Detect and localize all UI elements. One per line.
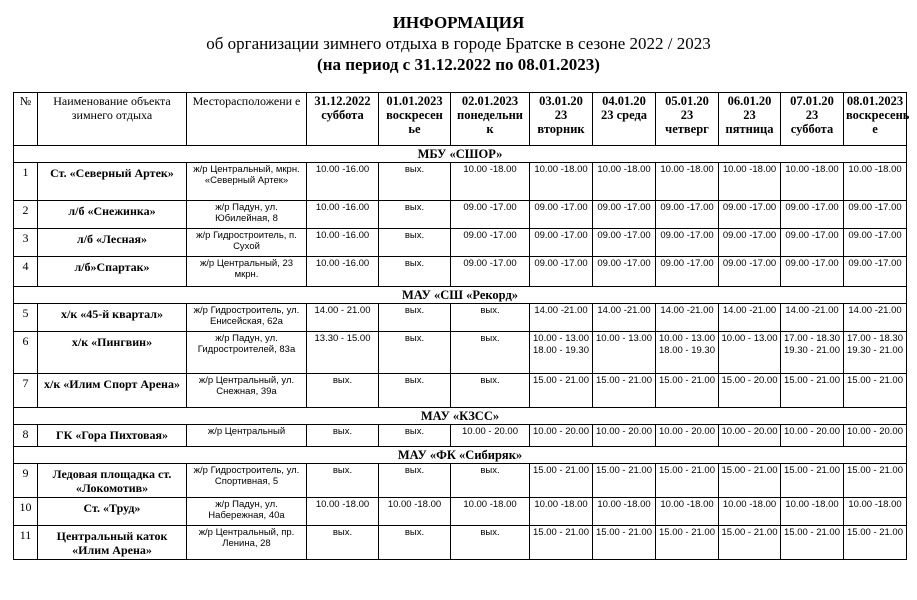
schedule-cell: 10.00 -18.00	[844, 498, 907, 526]
facility-location: ж/р Гидростроитель, ул. Енисейская, 62а	[187, 304, 307, 332]
column-header: 31.12.2022 суббота	[307, 93, 379, 146]
schedule-cell: 15.00 - 21.00	[530, 374, 593, 408]
group-name: МБУ «СШОР»	[14, 146, 907, 163]
column-header: 03.01.20 23 вторник	[530, 93, 593, 146]
schedule-cell: 09.00 -17.00	[593, 257, 656, 287]
schedule-cell: 10.00 -18.00	[719, 163, 781, 201]
table-row	[14, 201, 907, 229]
facility-location: ж/р Падун, ул. Набережная, 40а	[187, 498, 307, 526]
schedule-cell: 09.00 -17.00	[530, 257, 593, 287]
schedule-cell: 10.00 -18.00	[530, 163, 593, 201]
facility-name: ГК «Гора Пихтовая»	[38, 425, 187, 447]
column-header: 05.01.20 23 четверг	[656, 93, 719, 146]
facility-name: х/к «Илим Спорт Арена»	[38, 374, 187, 408]
table-row	[14, 498, 907, 526]
schedule-cell: вых.	[307, 526, 379, 560]
column-header: 01.01.2023 воскресен ье	[379, 93, 451, 146]
column-header: 04.01.20 23 среда	[593, 93, 656, 146]
schedule-cell: 09.00 -17.00	[593, 229, 656, 257]
schedule-cell: 10.00 -18.00	[530, 498, 593, 526]
facility-name: л/б «Снежинка»	[38, 201, 187, 229]
schedule-cell: 15.00 - 21.00	[781, 526, 844, 560]
schedule-cell: 15.00 - 21.00	[593, 526, 656, 560]
schedule-cell: вых.	[379, 374, 451, 408]
schedule-cell: 10.00 -16.00	[307, 257, 379, 287]
facility-name: Ст. «Труд»	[38, 498, 187, 526]
schedule-cell: 15.00 - 21.00	[844, 374, 907, 408]
facility-name: Ст. «Северный Артек»	[38, 163, 187, 201]
schedule-cell: 15.00 - 20.00	[719, 374, 781, 408]
schedule-cell: вых.	[379, 332, 451, 374]
column-header: 06.01.20 23 пятница	[719, 93, 781, 146]
column-header: Месторасположени е	[187, 93, 307, 146]
column-header: №	[14, 93, 38, 146]
group-name: МАУ «КЗСС»	[14, 408, 907, 425]
document-subtitle: об организации зимнего отдыха в городе Братске в сезоне 2022 / 2023	[206, 34, 711, 53]
schedule-cell: 09.00 -17.00	[530, 229, 593, 257]
schedule-cell: 17.00 - 18.30 19.30 - 21.00	[781, 332, 844, 374]
facility-location: ж/р Гидростроитель, ул. Спортивная, 5	[187, 464, 307, 498]
schedule-cell: 09.00 -17.00	[781, 201, 844, 229]
table-row	[14, 464, 907, 498]
schedule-cell: 09.00 -17.00	[719, 229, 781, 257]
schedule-cell: вых.	[307, 374, 379, 408]
schedule-cell: вых.	[379, 304, 451, 332]
schedule-cell: вых.	[379, 526, 451, 560]
row-number: 7	[14, 374, 38, 408]
table-row	[14, 229, 907, 257]
schedule-cell: 14.00 -21.00	[656, 304, 719, 332]
schedule-cell: 10.00 -18.00	[844, 163, 907, 201]
facility-location: ж/р Центральный, ул. Снежная, 39а	[187, 374, 307, 408]
schedule-cell: 09.00 -17.00	[781, 229, 844, 257]
table-row	[14, 526, 907, 560]
schedule-cell: вых.	[379, 257, 451, 287]
schedule-cell: вых.	[379, 201, 451, 229]
row-number: 5	[14, 304, 38, 332]
group-header-row	[14, 447, 907, 464]
schedule-cell: 10.00 - 13.00 18.00 - 19.30	[530, 332, 593, 374]
column-header: 08.01.2023 воскресень е	[844, 93, 907, 146]
schedule-cell: 10.00 -16.00	[307, 201, 379, 229]
schedule-table	[13, 92, 910, 560]
row-number: 8	[14, 425, 38, 447]
facility-location: ж/р Центральный, 23 мкрн.	[187, 257, 307, 287]
schedule-cell: вых.	[451, 374, 530, 408]
schedule-cell: 15.00 - 21.00	[781, 464, 844, 498]
group-header-row	[14, 408, 907, 425]
schedule-cell: 10.00 -18.00	[656, 163, 719, 201]
facility-name: л/б»Спартак»	[38, 257, 187, 287]
header-row	[14, 93, 907, 146]
schedule-cell: 10.00 -18.00	[781, 498, 844, 526]
group-name: МАУ «СШ «Рекорд»	[14, 287, 907, 304]
schedule-cell: 15.00 - 21.00	[593, 374, 656, 408]
schedule-cell: 09.00 -17.00	[451, 257, 530, 287]
schedule-cell: 15.00 - 21.00	[656, 374, 719, 408]
schedule-cell: 15.00 - 21.00	[844, 464, 907, 498]
schedule-cell: 14.00 -21.00	[719, 304, 781, 332]
table-row	[14, 257, 907, 287]
row-number: 9	[14, 464, 38, 498]
schedule-cell: 10.00 -18.00	[593, 498, 656, 526]
facility-location: ж/р Центральный	[187, 425, 307, 447]
schedule-cell: 14.00 -21.00	[530, 304, 593, 332]
schedule-cell: 10.00 -16.00	[307, 163, 379, 201]
schedule-cell: 15.00 - 21.00	[719, 526, 781, 560]
schedule-cell: 15.00 - 21.00	[781, 374, 844, 408]
table-row	[14, 374, 907, 408]
schedule-cell: вых.	[451, 304, 530, 332]
schedule-cell: 09.00 -17.00	[719, 257, 781, 287]
schedule-cell: вых.	[451, 464, 530, 498]
schedule-cell: 10.00 -18.00	[593, 163, 656, 201]
facility-name: х/к «Пингвин»	[38, 332, 187, 374]
schedule-cell: вых.	[307, 464, 379, 498]
table-row	[14, 425, 907, 447]
schedule-cell: 15.00 - 21.00	[719, 464, 781, 498]
row-number: 3	[14, 229, 38, 257]
row-number: 1	[14, 163, 38, 201]
schedule-cell: 10.00 - 20.00	[656, 425, 719, 447]
schedule-cell: 10.00 - 13.00 18.00 - 19.30	[656, 332, 719, 374]
schedule-cell: вых.	[307, 425, 379, 447]
schedule-cell: 13.30 - 15.00	[307, 332, 379, 374]
schedule-cell: 14.00 -21.00	[781, 304, 844, 332]
document-period: (на период с 31.12.2022 по 08.01.2023)	[317, 55, 600, 74]
schedule-cell: 09.00 -17.00	[844, 229, 907, 257]
schedule-cell: 09.00 -17.00	[844, 257, 907, 287]
schedule-cell: 14.00 -21.00	[593, 304, 656, 332]
schedule-cell: 09.00 -17.00	[451, 201, 530, 229]
group-header-row	[14, 287, 907, 304]
schedule-cell: 10.00 -18.00	[307, 498, 379, 526]
facility-location: ж/р Центральный, мкрн. «Северный Артек»	[187, 163, 307, 201]
schedule-cell: 15.00 - 21.00	[530, 464, 593, 498]
schedule-cell: вых.	[379, 163, 451, 201]
table-row	[14, 332, 907, 374]
schedule-cell: вых.	[379, 464, 451, 498]
schedule-cell: 09.00 -17.00	[844, 201, 907, 229]
facility-name: х/к «45-й квартал»	[38, 304, 187, 332]
schedule-cell: 15.00 - 21.00	[656, 464, 719, 498]
schedule-cell: 10.00 - 20.00	[719, 425, 781, 447]
schedule-cell: вых.	[379, 229, 451, 257]
column-header: Наименование объекта зимнего отдыха	[38, 93, 187, 146]
row-number: 11	[14, 526, 38, 560]
schedule-cell: 10.00 -18.00	[451, 498, 530, 526]
schedule-cell: 14.00 - 21.00	[307, 304, 379, 332]
row-number: 10	[14, 498, 38, 526]
column-header: 02.01.2023 понедельни к	[451, 93, 530, 146]
group-name: МАУ «ФК «Сибиряк»	[14, 447, 907, 464]
facility-location: ж/р Центральный, пр. Ленина, 28	[187, 526, 307, 560]
schedule-cell: 15.00 - 21.00	[530, 526, 593, 560]
schedule-cell: вых.	[451, 332, 530, 374]
facility-name: л/б «Лесная»	[38, 229, 187, 257]
facility-location: ж/р Падун, ул. Юбилейная, 8	[187, 201, 307, 229]
column-header: 07.01.20 23 суббота	[781, 93, 844, 146]
schedule-cell: 10.00 - 20.00	[451, 425, 530, 447]
row-number: 4	[14, 257, 38, 287]
table-row	[14, 304, 907, 332]
facility-location: ж/р Гидростроитель, п. Сухой	[187, 229, 307, 257]
schedule-cell: 10.00 -18.00	[781, 163, 844, 201]
schedule-cell: 15.00 - 21.00	[656, 526, 719, 560]
schedule-cell: 09.00 -17.00	[656, 201, 719, 229]
schedule-cell: 09.00 -17.00	[593, 201, 656, 229]
schedule-cell: 10.00 -16.00	[307, 229, 379, 257]
schedule-cell: 15.00 - 21.00	[844, 526, 907, 560]
document-header	[0, 0, 917, 75]
row-number: 2	[14, 201, 38, 229]
schedule-cell: 10.00 -18.00	[451, 163, 530, 201]
table-row	[14, 163, 907, 201]
schedule-cell: 09.00 -17.00	[530, 201, 593, 229]
schedule-cell: 15.00 - 21.00	[593, 464, 656, 498]
schedule-cell: 10.00 - 20.00	[593, 425, 656, 447]
schedule-cell: 10.00 - 20.00	[781, 425, 844, 447]
schedule-cell: 10.00 - 20.00	[844, 425, 907, 447]
schedule-cell: 09.00 -17.00	[451, 229, 530, 257]
schedule-cell: 10.00 -18.00	[719, 498, 781, 526]
schedule-cell: вых.	[451, 526, 530, 560]
schedule-cell: вых.	[379, 425, 451, 447]
schedule-cell: 09.00 -17.00	[719, 201, 781, 229]
schedule-cell: 10.00 -18.00	[656, 498, 719, 526]
schedule-cell: 10.00 - 13.00	[719, 332, 781, 374]
schedule-cell: 09.00 -17.00	[656, 229, 719, 257]
row-number: 6	[14, 332, 38, 374]
facility-name: Ледовая площадка ст. «Локомотив»	[38, 464, 187, 498]
facility-location: ж/р Падун, ул. Гидростроителей, 83а	[187, 332, 307, 374]
schedule-cell: 10.00 -18.00	[379, 498, 451, 526]
schedule-cell: 09.00 -17.00	[781, 257, 844, 287]
schedule-cell: 17.00 - 18.30 19.30 - 21.00	[844, 332, 907, 374]
group-header-row	[14, 146, 907, 163]
table-body	[14, 146, 907, 560]
schedule-cell: 10.00 - 13.00	[593, 332, 656, 374]
schedule-cell: 14.00 -21.00	[844, 304, 907, 332]
schedule-cell: 10.00 - 20.00	[530, 425, 593, 447]
schedule-cell: 09.00 -17.00	[656, 257, 719, 287]
facility-name: Центральный каток «Илим Арена»	[38, 526, 187, 560]
document-title: ИНФОРМАЦИЯ	[392, 13, 525, 32]
